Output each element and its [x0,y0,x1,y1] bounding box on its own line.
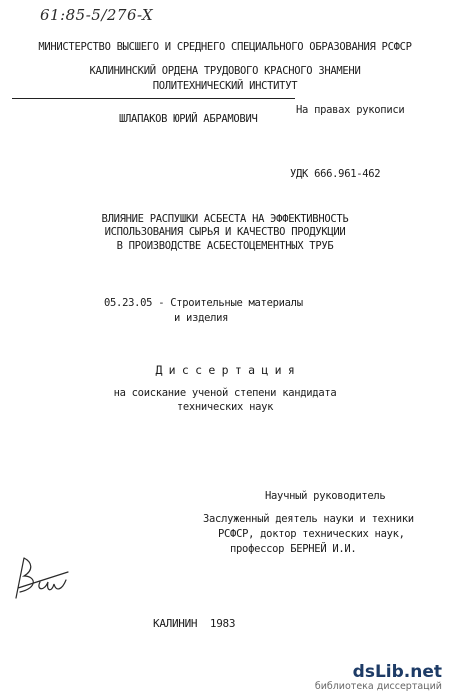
udc-code: УДК 666.961-462 [290,168,381,180]
degree-line-2: технических наук [176,401,274,413]
author-name: ШЛАПАКОВ ЮРИЙ АБРАМОВИЧ [119,113,258,125]
handwritten-code: 61:85-5/276-X [40,6,154,24]
watermark-subtitle: библиотека диссертаций [314,681,442,692]
specialty-line-2: и изделия [174,312,229,324]
watermark [315,662,442,692]
supervisor-line-3: профессор БЕРНЕЙ И.И. [230,543,357,555]
supervisor-label: Научный руководитель [265,490,386,502]
header-rule [12,98,295,99]
title-line-1: ВЛИЯНИЕ РАСПУШКИ АСБЕСТА НА ЭФФЕКТИВНОСТЬ [101,213,349,225]
handwritten-signature [10,548,80,603]
supervisor-line-2: РСФСР, доктор технических наук, [218,528,405,540]
degree-line-1: на соискание ученой степени кандидата [113,387,337,399]
ministry-line: МИНИСТЕРСТВО ВЫСШЕГО И СРЕДНЕГО СПЕЦИАЛЬНОГО ОБРАЗОВАНИЯ РСФСР [38,41,412,53]
institute-line-1: КАЛИНИНСКИЙ ОРДЕНА ТРУДОВОГО КРАСНОГО ЗНАМЕНИ [89,65,361,77]
dissertation-word: Д и с с е р т а ц и я [155,363,295,377]
rights-notice: На правах рукописи [296,104,405,116]
institute-line-2: ПОЛИТЕХНИЧЕСКИЙ ИНСТИТУТ [152,80,298,92]
title-line-2: ИСПОЛЬЗОВАНИЯ СЫРЬЯ И КАЧЕСТВО ПРОДУКЦИИ [104,226,346,238]
watermark-site: dsLib.net [352,662,442,682]
city-year: КАЛИНИН 1983 [153,617,236,630]
specialty-line-1: 05.23.05 - Строительные материалы [104,297,303,309]
title-line-3: В ПРОИЗВОДСТВЕ АСБЕСТОЦЕМЕНТНЫХ ТРУБ [116,240,334,252]
supervisor-line-1: Заслуженный деятель науки и техники [203,513,414,525]
